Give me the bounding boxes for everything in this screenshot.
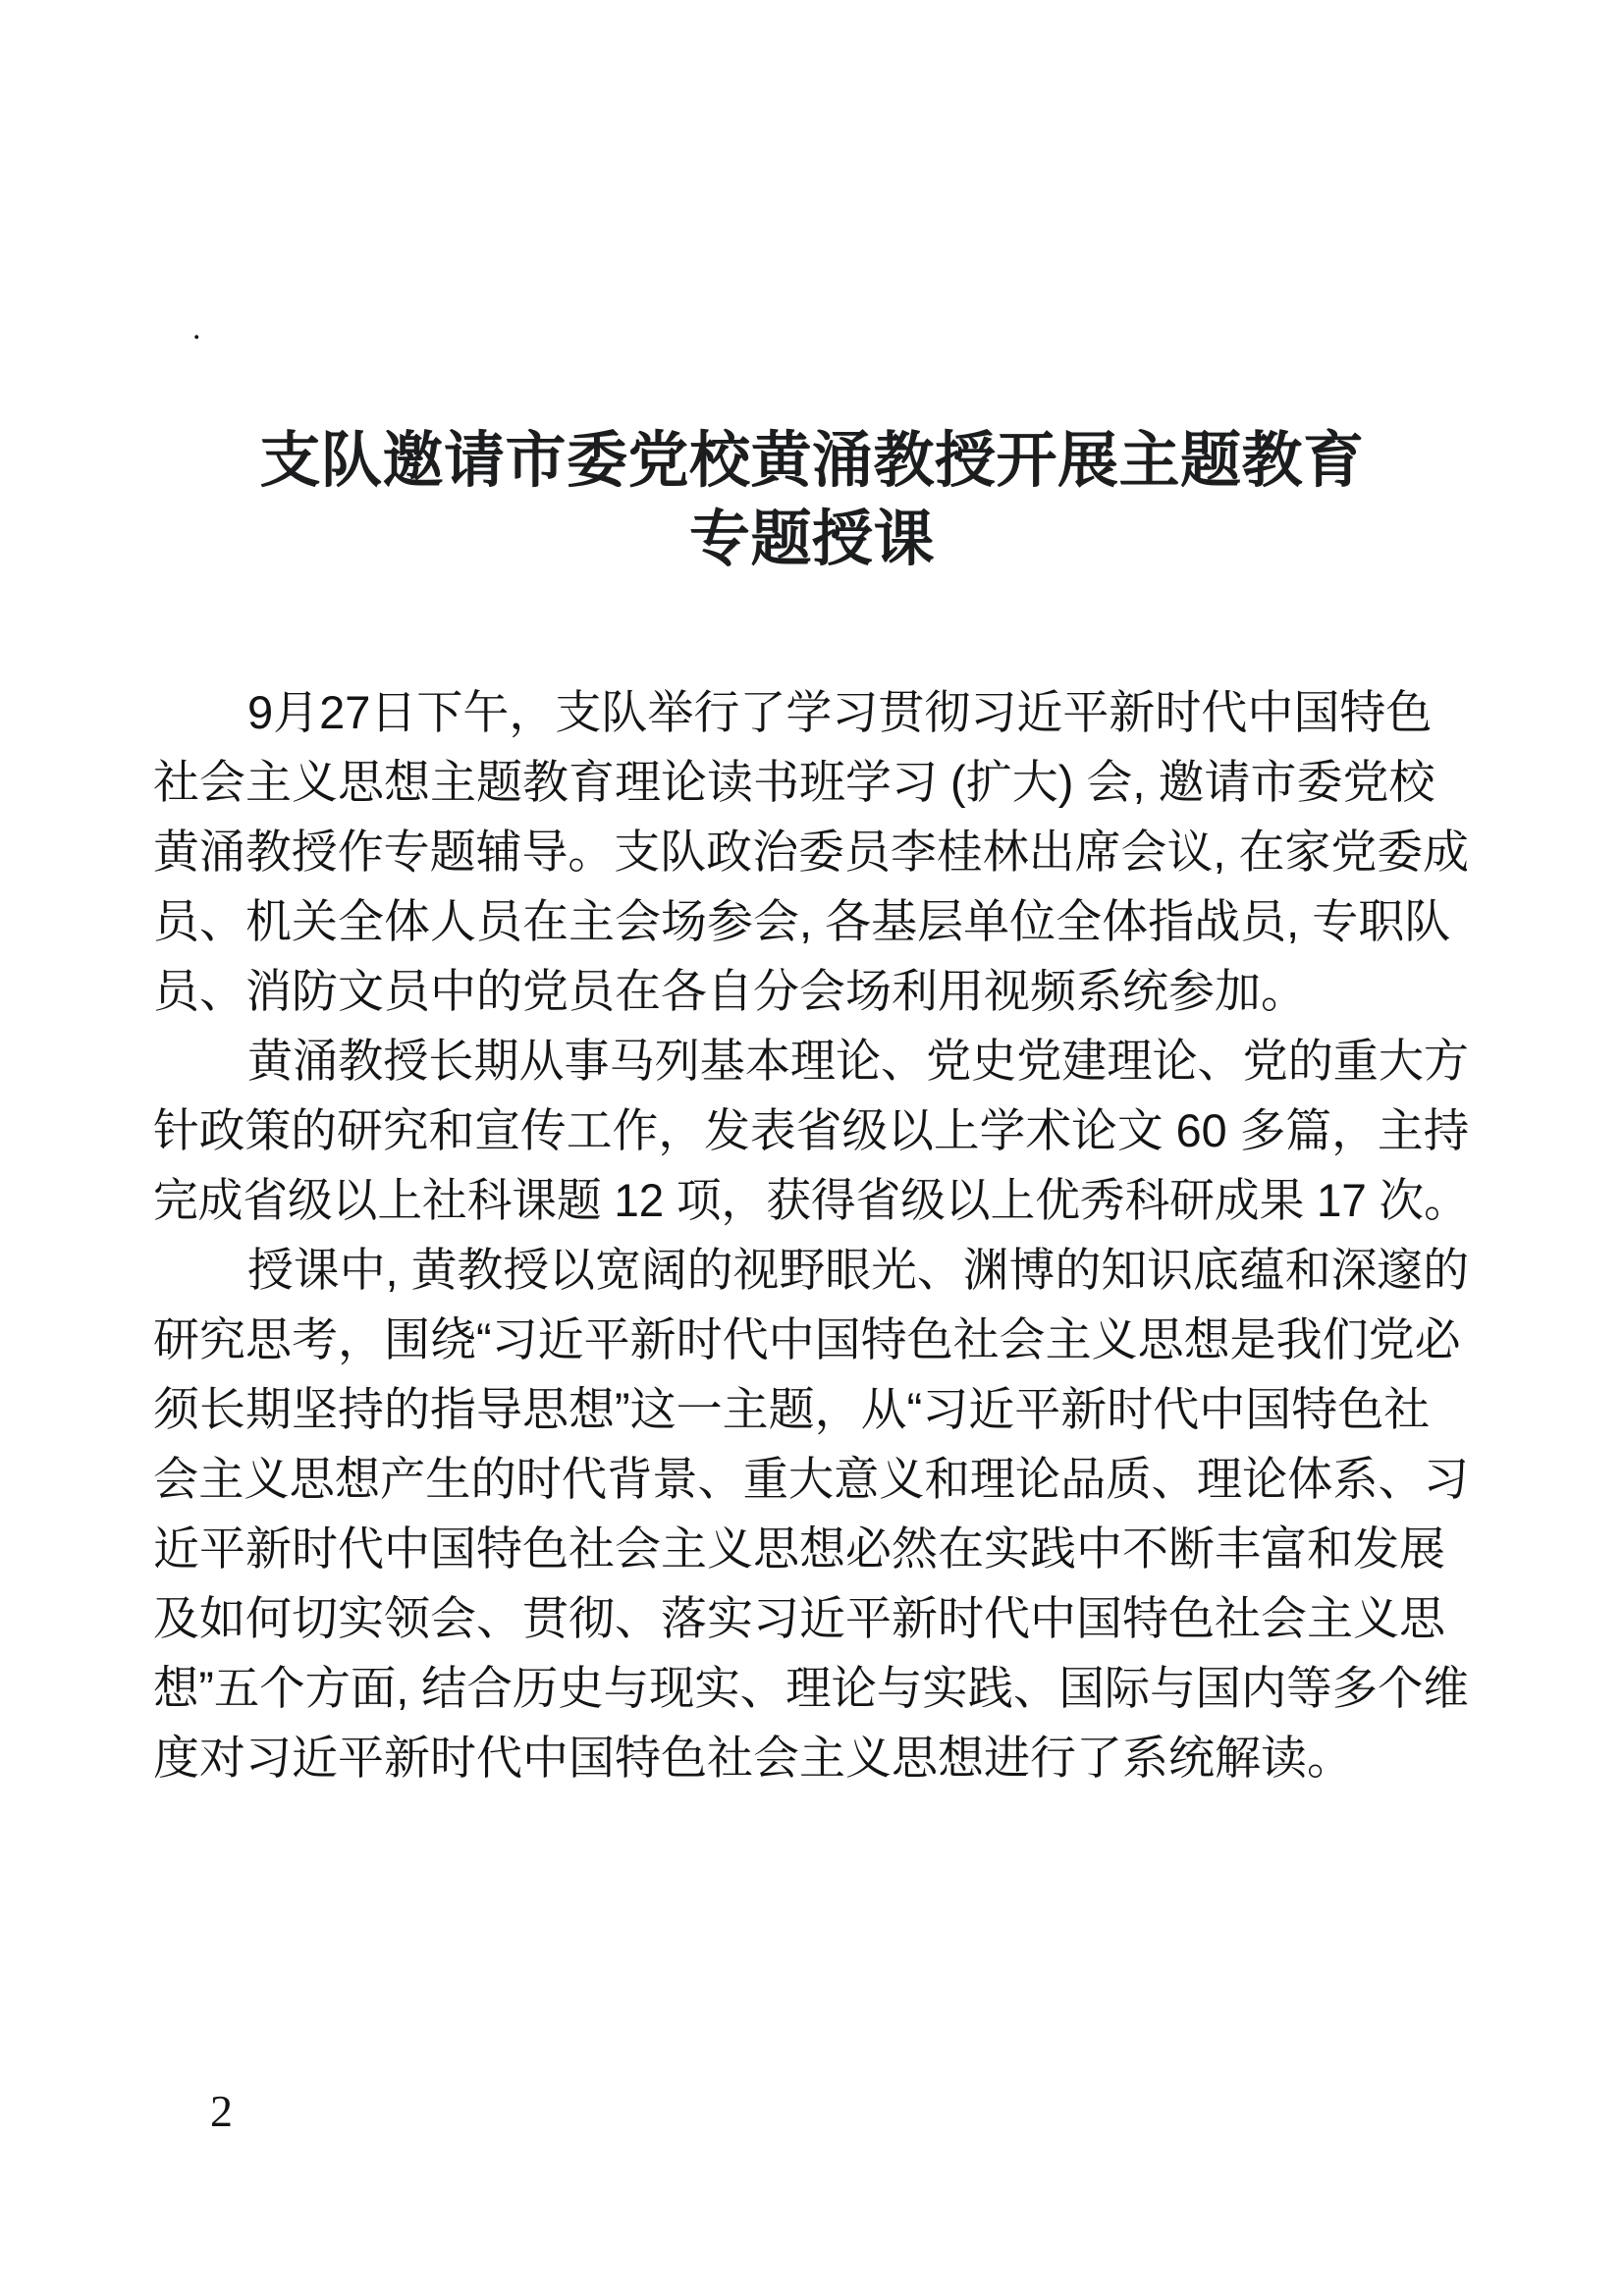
paragraph-3-line-3: 须长期坚持的指导思想”这一主题，从“习近平新时代中国特色社 [153, 1383, 1431, 1435]
page-title-line-2: 专题授课 [688, 506, 935, 573]
paragraph-1-line-5: 员、消防文员中的党员在各自分会场利用视频系统参加。 [153, 965, 1307, 1017]
page-title-line-1: 支队邀请市委党校黄涌教授开展主题教育 [259, 427, 1365, 495]
paragraph-2-line-1: 黄涌教授长期从事马列基本理论、党史党建理论、党的重大方 [247, 1035, 1469, 1087]
paragraph-1-line-2: 社会主义思想主题教育理论读书班学习 (扩大) 会, 邀请市委党校 [153, 756, 1435, 808]
paragraph-3 [153, 1235, 1469, 1792]
paragraph-2-line-2: 针政策的研究和宣传工作，发表省级以上学术论文 60 多篇，主持 [153, 1104, 1470, 1156]
paragraph-3-line-5: 近平新时代中国特色社会主义思想必然在实践中不断丰富和发展 [153, 1522, 1445, 1575]
paragraph-1-line-4: 员、机关全体人员在主会场参会, 各基层单位全体指战员, 专职队 [153, 895, 1451, 947]
paragraph-1-line-3: 黄涌教授作专题辅导。支队政治委员李桂林出席会议, 在家党委成 [153, 826, 1470, 878]
paragraph-2-line-3: 完成省级以上社科课题 12 项，获得省级以上优秀科研成果 17 次。 [153, 1174, 1469, 1226]
document-body [153, 677, 1469, 1792]
paragraph-3-line-1: 授课中, 黄教授以宽阔的视野眼光、渊博的知识底蕴和深邃的 [247, 1244, 1470, 1296]
paragraph-3-line-7: 想”五个方面, 结合历史与现实、理论与实践、国际与国内等多个维 [153, 1662, 1469, 1714]
stray-period-mark: . [192, 310, 201, 347]
paragraph-1-line-1: 9月27日下午，支队举行了学习贯彻习近平新时代中国特色 [247, 686, 1433, 738]
page-number: 2 [210, 2086, 233, 2136]
paragraph-3-line-8: 度对习近平新时代中国特色社会主义思想进行了系统解读。 [153, 1732, 1353, 1784]
paragraph-3-line-6: 及如何切实领会、贯彻、落实习近平新时代中国特色社会主义思 [153, 1592, 1445, 1644]
paragraph-1 [153, 677, 1469, 1026]
page-title [243, 422, 1381, 579]
paragraph-2 [153, 1026, 1469, 1235]
paragraph-3-line-2: 研究思考，围绕“习近平新时代中国特色社会主义思想是我们党必 [153, 1313, 1461, 1365]
paragraph-3-line-4: 会主义思想产生的时代背景、重大意义和理论品质、理论体系、习 [153, 1453, 1469, 1505]
